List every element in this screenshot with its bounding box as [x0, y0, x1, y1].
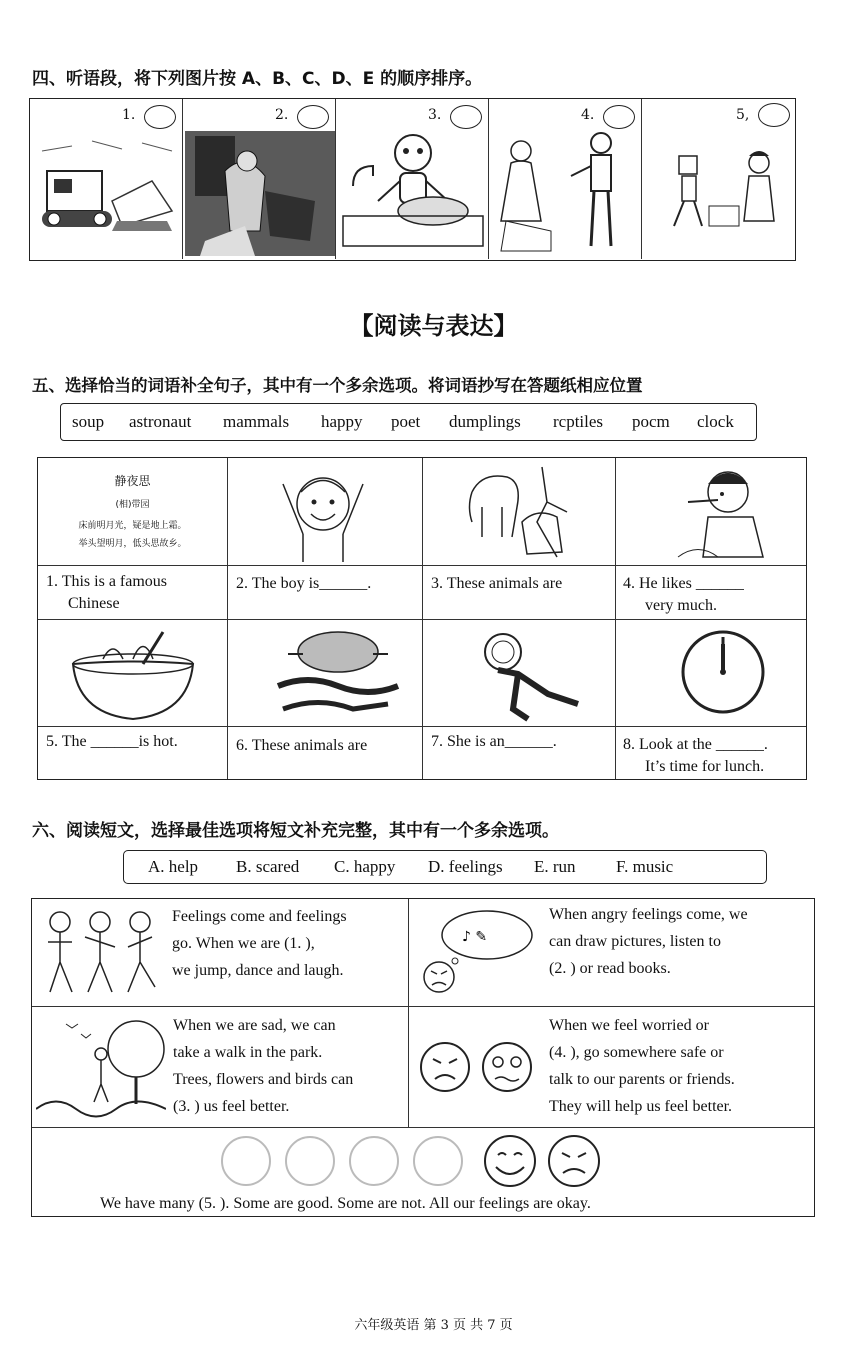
sentence-7: 7. She is an______. [431, 733, 557, 750]
sentence-4: 4. He likes ______ very much. [623, 575, 744, 614]
picture-cell-2 [183, 99, 336, 259]
word-option: mammals [223, 412, 290, 431]
sentence-1: 1. This is a famous Chinese [46, 573, 168, 612]
word-option: astronaut [129, 412, 192, 431]
happy-boy-illustration [263, 464, 383, 564]
robot-cooking-illustration [338, 131, 488, 256]
word-option: pocm [632, 412, 670, 431]
poem-image [38, 458, 227, 565]
picture-number: 1. [122, 107, 136, 123]
dark-scene-illustration [185, 131, 335, 256]
vocabulary-grid [37, 457, 807, 780]
option-e: E. run [534, 857, 576, 876]
word-option: soup [72, 412, 105, 431]
mammals-illustration [462, 462, 582, 562]
option-d: D. feelings [428, 857, 503, 876]
poem-author: (相)带园 [115, 500, 150, 510]
svg-text:♪ ✎: ♪ ✎ [462, 929, 488, 945]
word-option: happy [321, 412, 363, 431]
options-box [123, 850, 767, 884]
section5-title: 五、选择恰当的词语补全句子，其中有一个多余选项。将词语抄写在答题纸相应位置 [32, 376, 643, 395]
answer-oval[interactable] [450, 105, 482, 129]
robot-and-girl-illustration [644, 131, 794, 256]
picture-cell-1 [30, 99, 183, 259]
picture-number: 4. [581, 107, 595, 123]
picture-number: 2. [275, 107, 289, 123]
word-option: poet [391, 412, 421, 431]
word-option: clock [697, 412, 734, 431]
picture-cell-5 [642, 99, 795, 259]
answer-oval[interactable] [758, 103, 790, 127]
passage-4: When we feel worried or (4. ), go somewhere safe or talk to our parents or friends. They will help us feel better. [549, 1017, 735, 1115]
reading-section-title: 【阅读与表达】 [349, 312, 518, 340]
robot-vehicle-illustration [32, 131, 182, 256]
sentence-5: 5. The ______is hot. [46, 733, 178, 750]
dancing-people-illustration [40, 907, 160, 1002]
passage-summary: We have many (5. ). Some are good. Some are not. All our feelings are okay. [100, 1195, 591, 1212]
section4-title: 四、听语段，将下列图片按 A、B、C、D、E 的顺序排序。 [32, 69, 483, 89]
reptiles-illustration [268, 624, 408, 724]
sentence-2: 2. The boy is______. [236, 575, 372, 592]
emotion-faces-row [220, 1133, 600, 1189]
answer-oval[interactable] [603, 105, 635, 129]
worried-faces-illustration [415, 1037, 545, 1107]
option-a: A. help [148, 857, 199, 876]
option-c: C. happy [334, 857, 396, 876]
passage-2: When angry feelings come, we can draw pictures, listen to (2. ) or read books. [549, 906, 748, 977]
sentence-8: 8. Look at the ______. It’s time for lunch. [623, 736, 768, 775]
option-f: F. music [616, 857, 674, 876]
robot-and-person-illustration [491, 131, 641, 256]
picture-cell-3 [336, 99, 489, 259]
park-walk-illustration [36, 1014, 166, 1124]
picture-cell-4 [489, 99, 642, 259]
angry-thinking-illustration [417, 905, 537, 1000]
passage-3: When we are sad, we can take a walk in the park. Trees, flowers and birds can (3. ) us feel better. [173, 1017, 354, 1115]
answer-oval[interactable] [144, 105, 176, 129]
astronaut-illustration [458, 624, 598, 724]
poem-line: 举头望明月，低头思故乡。 [78, 539, 187, 549]
word-option: dumplings [449, 412, 521, 431]
option-b: B. scared [236, 857, 300, 876]
word-bank [60, 403, 757, 441]
reading-passage-grid [31, 898, 815, 1217]
poem-line: 床前明月光，疑是地上霜。 [78, 521, 187, 531]
sentence-3: 3. These animals are [431, 575, 563, 592]
picture-number: 3. [428, 107, 442, 123]
page-footer: 六年级英语 第 3 页 共 7 页 [354, 1318, 513, 1333]
passage-1: Feelings come and feelings go. When we are (1. ), we jump, dance and laugh. [172, 908, 347, 979]
answer-oval[interactable] [297, 105, 329, 129]
picture-number: 5, [736, 107, 750, 123]
listening-picture-strip [29, 98, 796, 261]
clock-illustration [673, 622, 773, 722]
poem-title: 静夜思 [114, 474, 151, 488]
soup-bowl-illustration [63, 624, 203, 724]
boy-eating-illustration [658, 462, 778, 562]
sentence-6: 6. These animals are [236, 737, 368, 754]
section6-title: 六、阅读短文，选择最佳选项将短文补充完整，其中有一个多余选项。 [32, 821, 559, 841]
word-option: rcptiles [553, 412, 604, 431]
